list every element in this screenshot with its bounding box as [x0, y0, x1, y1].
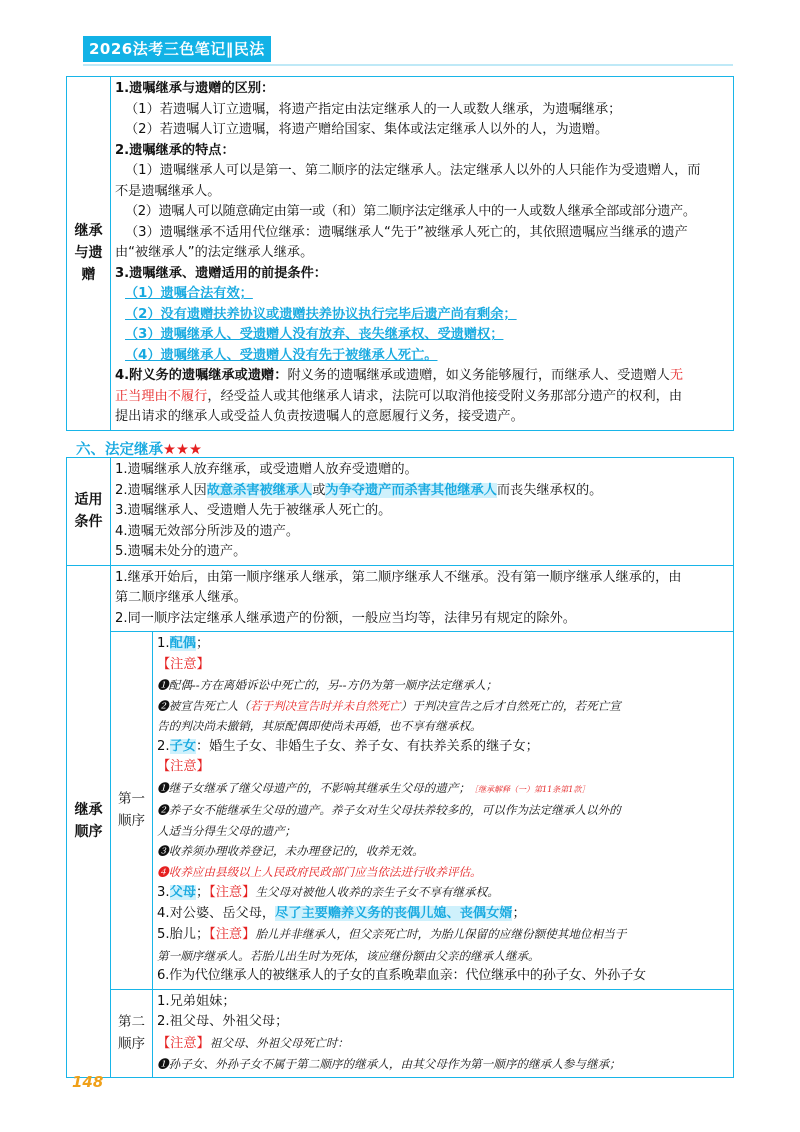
- label-line: 顺序: [118, 813, 145, 830]
- heading-2: 2.遗嘱继承的特点：: [115, 142, 235, 158]
- red-text: 若于判决宣告时并未自然死亡: [249, 698, 401, 713]
- row-label-order: [67, 565, 111, 1077]
- handwritten-note: ❷养子女不能继承生父母的遗产。养子女对生父母扶养较多的，可以作为法定继承人以外的: [157, 803, 621, 817]
- label-line: 顺序: [118, 1036, 145, 1052]
- label-line: 第一: [118, 791, 145, 808]
- text-line: [115, 387, 729, 408]
- importance-stars: ★★★: [163, 442, 202, 458]
- text-span: 5.胎儿；: [157, 927, 210, 942]
- highlight-line: （1）遗嘱合法有效；: [125, 286, 253, 301]
- item-representation: 6.作为代位继承人的被继承人的子女的直系晚辈血亲：代位继承中的孙子女、外孙子女: [157, 968, 646, 983]
- text-span: 而丧失继承权的。: [496, 482, 603, 498]
- red-text: 正当理由不履行: [115, 388, 208, 404]
- row-label-inheritance-bequest: [67, 77, 111, 431]
- text-span: 3.: [157, 885, 170, 900]
- page-number: 148: [72, 1073, 104, 1091]
- heading-1: 1.遗嘱继承与遗赠的区别：: [115, 81, 275, 96]
- item-parents: [157, 882, 729, 904]
- section-title-text: 六、法定继承: [76, 442, 163, 458]
- highlight: 故意杀害被继承人: [206, 482, 313, 498]
- item-spouse: [157, 634, 729, 655]
- text-line: 1.继承开始后，由第一顺序继承人继承，第二顺序继承人不继承。没有第一顺序继承人继承的，由: [115, 569, 682, 585]
- highlight: 父母: [169, 885, 196, 900]
- citation-tag: ［继承解释（一）第11条第1款］: [470, 784, 590, 794]
- text-line: 第二顺序继承人继承。: [115, 590, 247, 605]
- text-span: 或: [312, 482, 326, 498]
- text-line: （1）若遗嘱人订立遗嘱，将遗产指定由法定继承人的一人或数人继承，为遗嘱继承；: [125, 101, 622, 117]
- handwritten-note: 告的判决尚未撤销，其原配偶即使尚未再婚，也不享有继承权。: [157, 719, 482, 733]
- row-label-first-order: [111, 632, 153, 990]
- label-line: 顺序: [74, 824, 103, 840]
- inheritance-bequest-content: [111, 77, 734, 431]
- note-tag: 【注意】: [157, 656, 210, 672]
- text-span: ）于判决宣告之后才自然死亡的，若死亡宣: [400, 698, 621, 713]
- highlight: 子女: [169, 738, 196, 754]
- highlight: 配偶: [169, 636, 196, 651]
- handwritten-note: ❶配偶--方在离婚诉讼中死亡的，另--方仍为第一顺序法定继承人；: [157, 678, 498, 692]
- row-label-conditions: [67, 458, 111, 566]
- text-span: 附义务的遗嘱继承或遗赠，如义务能够履行，而继承人、受遗赠人: [287, 368, 670, 383]
- conditions-content: [111, 458, 734, 566]
- first-order-content: [153, 632, 734, 990]
- text-span: ❶继子女继承了继父母遗产的，不影响其继承生父母的遗产；: [157, 780, 471, 795]
- handwritten-note: ❶孙子女、外孙子女不属于第二顺序的继承人，由其父母作为第一顺序的继承人参与继承；: [157, 1057, 621, 1071]
- text-span: ；: [195, 636, 210, 651]
- label-line: 继承: [74, 802, 103, 818]
- text-span: ❷被宣告死亡人（: [157, 698, 250, 713]
- heading-4: 4.附义务的遗嘱继承或遗赠：: [115, 368, 288, 383]
- label-line: 继承: [74, 223, 103, 240]
- text-line: [115, 481, 729, 502]
- text-line: 2.同一顺序法定继承人继承遗产的份额，一般应当均等，法律另有规定的除外。: [115, 610, 576, 626]
- text-line: （2）若遗嘱人订立遗嘱，将遗产赠给国家、集体或法定继承人以外的人，为遗赠。: [125, 122, 609, 137]
- text-line: （2）遗嘱人可以随意确定由第一或（和）第二顺序法定继承人中的一人或数人继承全部或部分遗产。: [125, 204, 696, 219]
- text-line: 2.祖父母、外祖父母；: [157, 1014, 289, 1029]
- highlight: 为争夺遗产而杀害其他继承人: [325, 482, 497, 498]
- label-line: 第二: [118, 1014, 145, 1030]
- note-line: [157, 1033, 729, 1055]
- header-rule: [83, 64, 733, 66]
- handwritten-note: [157, 696, 729, 717]
- handwritten-note: ❹收养应由县级以上人民政府民政部门应当依法进行收养评估。: [157, 864, 482, 879]
- text-span: 2.遗嘱继承人因: [115, 482, 207, 498]
- highlight-line: （4）遗嘱继承人、受遗赠人没有先于被继承人死亡。: [125, 347, 438, 363]
- note-tag: 【注意】: [209, 927, 256, 942]
- statutory-inheritance-table: [66, 457, 734, 1078]
- heading-3: 3.遗嘱继承、遗赠适用的前提条件：: [115, 265, 327, 281]
- text-line: 1.兄弟姐妹；: [157, 993, 236, 1009]
- text-span: ；: [195, 885, 210, 900]
- red-text: 无: [669, 368, 684, 383]
- note-tag: 【注意】: [157, 759, 210, 774]
- handwritten-note: [157, 778, 729, 801]
- text-line: 由“被继承人”的法定继承人继承。: [115, 245, 314, 260]
- second-order-content: [153, 989, 734, 1077]
- note-tag: 【注意】: [157, 1035, 210, 1051]
- handwritten-note: 祖父母、外祖父母死亡时：: [209, 1035, 349, 1050]
- inheritance-bequest-table: [66, 76, 734, 431]
- text-span: 4.对公婆、岳父母，: [157, 905, 276, 921]
- highlight-line: （3）遗嘱继承人、受遗赠人没有放弃、丧失继承权、受遗赠权；: [125, 327, 504, 342]
- text-span: 2.: [157, 738, 170, 754]
- handwritten-note: 生父母对被他人收养的亲生子女不享有继承权。: [255, 885, 499, 899]
- text-line: 1.遗嘱继承人放弃继承，或受遗赠人放弃受遗赠的。: [115, 462, 418, 477]
- item-children: [157, 737, 729, 758]
- order-intro: [111, 565, 734, 632]
- text-line: 5.遗嘱未处分的遗产。: [115, 544, 247, 559]
- text-line: （3）遗嘱继承不适用代位继承：遗嘱继承人“先于”被继承人死亡的，其依照遗嘱应当继承的遗产: [125, 224, 688, 240]
- text-span: 1.: [157, 636, 170, 651]
- row-label-second-order: [111, 989, 153, 1077]
- text-span: ：婚生子女、非婚生子女、养子女、有扶养关系的继子女；: [195, 738, 539, 754]
- item-fetus: [157, 924, 729, 946]
- highlight: 尽了主要赡养义务的丧偶儿媳、丧偶女婿: [275, 905, 513, 921]
- text-line: 不是遗嘱继承人。: [115, 183, 221, 199]
- label-line: 赠: [81, 267, 96, 284]
- text-span: ；: [512, 905, 526, 921]
- page-header-title: 2026法考三色笔记‖民法: [83, 36, 271, 62]
- handwritten-note: 第一顺序继承人。若胎儿出生时为死体，该应继份额由父亲的继承人继承。: [157, 948, 540, 963]
- handwritten-note: 胎儿并非继承人，但父亲死亡时，为胎儿保留的应继份额使其地位相当于: [255, 927, 627, 941]
- text-span: ，经受益人或其他继承人请求，法院可以取消他接受附义务那部分遗产的权利，由: [207, 388, 683, 404]
- label-line: 条件: [74, 514, 103, 531]
- item-in-laws: [157, 904, 729, 925]
- highlight-line: （2）没有遗赠扶养协议或遗赠扶养协议执行完毕后遗产尚有剩余；: [125, 306, 517, 322]
- text-line: 3.遗嘱继承人、受遗赠人先于被继承人死亡的。: [115, 503, 392, 518]
- text-line: 提出请求的继承人或受益人负责按遗嘱人的意愿履行义务，接受遗产。: [115, 409, 524, 424]
- text-line: （1）遗嘱继承人可以是第一、第二顺序的法定继承人。法定继承人以外的人只能作为受遗赠人，而: [125, 163, 701, 178]
- label-line: 适用: [74, 492, 103, 509]
- text-line: 4.遗嘱无效部分所涉及的遗产。: [115, 523, 300, 539]
- handwritten-note: ❸收养须办理收养登记，未办理登记的，收养无效。: [157, 844, 424, 858]
- note-tag: 【注意】: [209, 885, 256, 900]
- label-line: 与遗: [74, 245, 103, 262]
- handwritten-note: 人适当分得生父母的遗产；: [157, 823, 297, 838]
- paragraph-4: [115, 366, 729, 387]
- section-title: [76, 438, 202, 459]
